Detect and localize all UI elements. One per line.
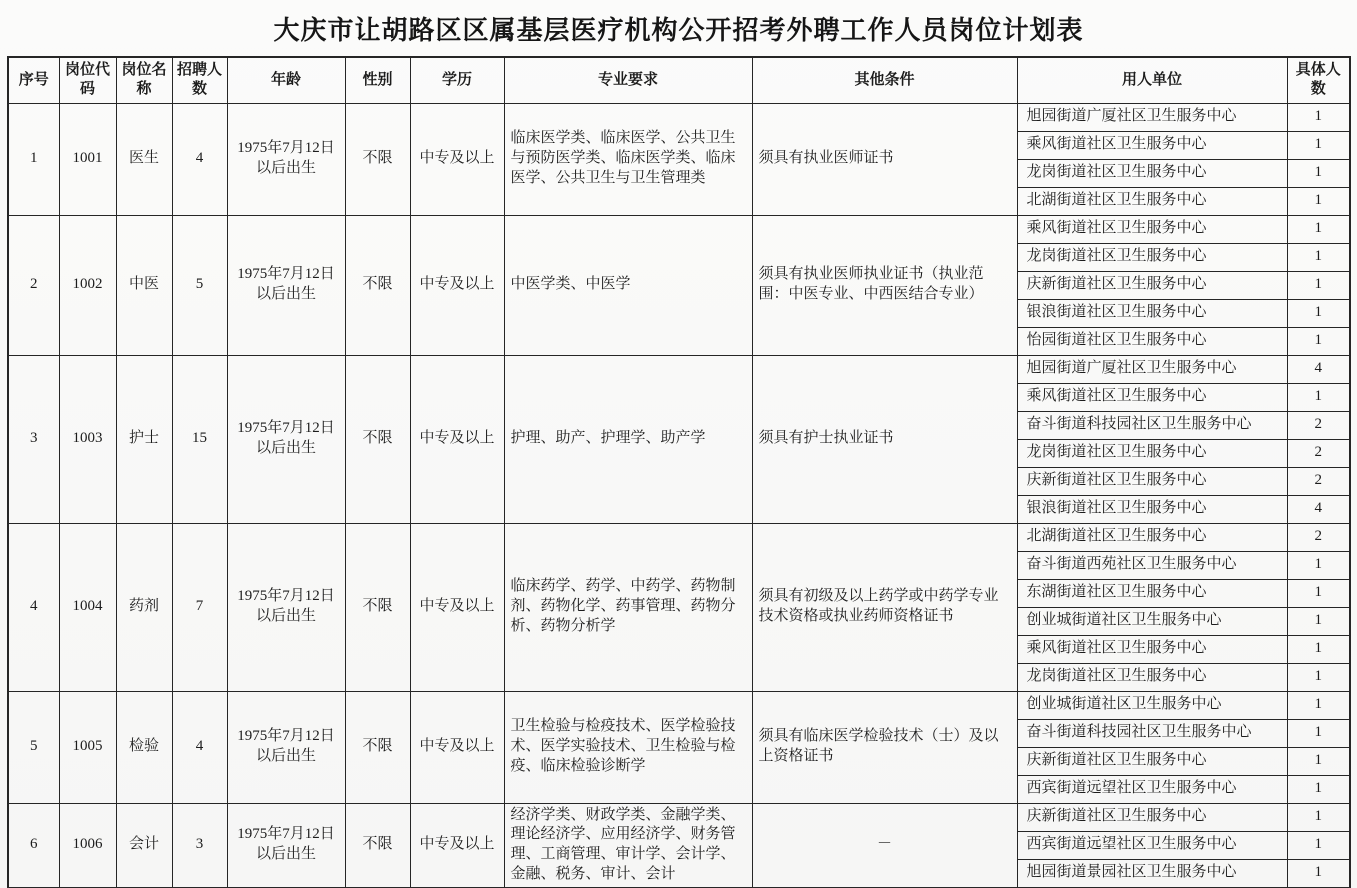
- employer-unit: 庆新街道社区卫生服务中心: [1017, 467, 1287, 495]
- employer-unit: 奋斗街道科技园社区卫生服务中心: [1017, 719, 1287, 747]
- employer-count: 1: [1287, 579, 1350, 607]
- employer-row: [8, 691, 1350, 719]
- position-name: 医生: [116, 103, 172, 215]
- position-count: 15: [172, 355, 227, 523]
- employer-count: 1: [1287, 215, 1350, 243]
- position-name: 中医: [116, 215, 172, 355]
- position-serial: 2: [8, 215, 59, 355]
- position-gender: 不限: [345, 103, 410, 215]
- table-header: [8, 57, 1350, 103]
- col-header-code: 岗位代码: [59, 57, 116, 103]
- employer-count: 1: [1287, 187, 1350, 215]
- employer-count: 4: [1287, 495, 1350, 523]
- employer-row: [8, 215, 1350, 243]
- recruitment-plan-table: [7, 56, 1351, 888]
- employer-row: [8, 103, 1350, 131]
- employer-unit: 庆新街道社区卫生服务中心: [1017, 803, 1287, 831]
- position-code: 1001: [59, 103, 116, 215]
- header-row: [8, 57, 1350, 103]
- employer-count: 1: [1287, 299, 1350, 327]
- position-code: 1002: [59, 215, 116, 355]
- position-education: 中专及以上: [410, 215, 504, 355]
- col-header-education: 学历: [410, 57, 504, 103]
- position-code: 1006: [59, 803, 116, 888]
- position-count: 3: [172, 803, 227, 888]
- position-count: 5: [172, 215, 227, 355]
- employer-count: 1: [1287, 271, 1350, 299]
- employer-count: 1: [1287, 831, 1350, 859]
- col-header-major: 专业要求: [504, 57, 752, 103]
- position-education: 中专及以上: [410, 691, 504, 803]
- position-major: 临床药学、药学、中药学、药物制剂、药物化学、药事管理、药物分析、药物分析学: [504, 523, 752, 691]
- employer-count: 4: [1287, 355, 1350, 383]
- employer-unit: 北湖街道社区卫生服务中心: [1017, 187, 1287, 215]
- employer-count: 1: [1287, 243, 1350, 271]
- col-header-employer: 用人单位: [1017, 57, 1287, 103]
- position-count: 4: [172, 691, 227, 803]
- employer-unit: 西宾街道远望社区卫生服务中心: [1017, 775, 1287, 803]
- position-gender: 不限: [345, 803, 410, 888]
- position-other: 须具有初级及以上药学或中药学专业技术资格或执业药师资格证书: [752, 523, 1017, 691]
- page-title: 大庆市让胡路区区属基层医疗机构公开招考外聘工作人员岗位计划表: [273, 15, 1084, 45]
- position-age: 1975年7月12日以后出生: [227, 803, 345, 888]
- employer-count: 1: [1287, 327, 1350, 355]
- employer-count: 1: [1287, 691, 1350, 719]
- employer-unit: 东湖街道社区卫生服务中心: [1017, 579, 1287, 607]
- employer-count: 1: [1287, 775, 1350, 803]
- employer-unit: 乘风街道社区卫生服务中心: [1017, 383, 1287, 411]
- employer-count: 1: [1287, 131, 1350, 159]
- position-other: 须具有执业医师执业证书（执业范围：中医专业、中西医结合专业）: [752, 215, 1017, 355]
- employer-unit: 乘风街道社区卫生服务中心: [1017, 215, 1287, 243]
- employer-count: 1: [1287, 607, 1350, 635]
- position-gender: 不限: [345, 355, 410, 523]
- position-gender: 不限: [345, 215, 410, 355]
- employer-count: 1: [1287, 551, 1350, 579]
- employer-count: 2: [1287, 439, 1350, 467]
- position-code: 1005: [59, 691, 116, 803]
- position-serial: 5: [8, 691, 59, 803]
- position-name: 会计: [116, 803, 172, 888]
- employer-unit: 创业城街道社区卫生服务中心: [1017, 691, 1287, 719]
- employer-unit: 奋斗街道科技园社区卫生服务中心: [1017, 411, 1287, 439]
- employer-count: 1: [1287, 719, 1350, 747]
- col-header-age: 年龄: [227, 57, 345, 103]
- position-major: 临床医学类、临床医学、公共卫生与预防医学类、临床医学类、临床医学、公共卫生与卫生管理类: [504, 103, 752, 215]
- title-band: [0, 0, 1357, 56]
- col-header-count: 招聘人数: [172, 57, 227, 103]
- position-serial: 6: [8, 803, 59, 888]
- col-header-name: 岗位名称: [116, 57, 172, 103]
- employer-count: 1: [1287, 383, 1350, 411]
- col-header-other: 其他条件: [752, 57, 1017, 103]
- employer-count: 1: [1287, 103, 1350, 131]
- position-age: 1975年7月12日以后出生: [227, 355, 345, 523]
- employer-count: 1: [1287, 803, 1350, 831]
- position-other: 须具有执业医师证书: [752, 103, 1017, 215]
- employer-count: 1: [1287, 159, 1350, 187]
- employer-count: 1: [1287, 663, 1350, 691]
- position-age: 1975年7月12日以后出生: [227, 215, 345, 355]
- employer-unit: 龙岗街道社区卫生服务中心: [1017, 663, 1287, 691]
- position-gender: 不限: [345, 691, 410, 803]
- table-body: [8, 103, 1350, 888]
- col-header-unit-count: 具体人数: [1287, 57, 1350, 103]
- position-age: 1975年7月12日以后出生: [227, 523, 345, 691]
- position-education: 中专及以上: [410, 523, 504, 691]
- employer-unit: 奋斗街道西苑社区卫生服务中心: [1017, 551, 1287, 579]
- employer-count: 2: [1287, 523, 1350, 551]
- employer-count: 2: [1287, 411, 1350, 439]
- position-serial: 4: [8, 523, 59, 691]
- employer-count: 2: [1287, 467, 1350, 495]
- employer-unit: 西宾街道远望社区卫生服务中心: [1017, 831, 1287, 859]
- position-serial: 3: [8, 355, 59, 523]
- employer-unit: 怡园街道社区卫生服务中心: [1017, 327, 1287, 355]
- position-count: 7: [172, 523, 227, 691]
- employer-unit: 创业城街道社区卫生服务中心: [1017, 607, 1287, 635]
- position-education: 中专及以上: [410, 803, 504, 888]
- position-education: 中专及以上: [410, 355, 504, 523]
- position-other: 须具有护士执业证书: [752, 355, 1017, 523]
- employer-unit: 龙岗街道社区卫生服务中心: [1017, 243, 1287, 271]
- employer-unit: 龙岗街道社区卫生服务中心: [1017, 439, 1287, 467]
- employer-count: 1: [1287, 747, 1350, 775]
- position-age: 1975年7月12日以后出生: [227, 103, 345, 215]
- employer-unit: 龙岗街道社区卫生服务中心: [1017, 159, 1287, 187]
- position-serial: 1: [8, 103, 59, 215]
- position-major: 卫生检验与检疫技术、医学检验技术、医学实验技术、卫生检验与检疫、临床检验诊断学: [504, 691, 752, 803]
- position-age: 1975年7月12日以后出生: [227, 691, 345, 803]
- position-gender: 不限: [345, 523, 410, 691]
- position-count: 4: [172, 103, 227, 215]
- employer-row: [8, 803, 1350, 831]
- employer-count: 1: [1287, 859, 1350, 887]
- position-name: 护士: [116, 355, 172, 523]
- position-education: 中专及以上: [410, 103, 504, 215]
- employer-count: 1: [1287, 635, 1350, 663]
- employer-unit: 庆新街道社区卫生服务中心: [1017, 747, 1287, 775]
- position-other: 须具有临床医学检验技术（士）及以上资格证书: [752, 691, 1017, 803]
- employer-unit: 乘风街道社区卫生服务中心: [1017, 635, 1287, 663]
- employer-unit: 旭园街道广厦社区卫生服务中心: [1017, 103, 1287, 131]
- position-major: 中医学类、中医学: [504, 215, 752, 355]
- employer-unit: 旭园街道景园社区卫生服务中心: [1017, 859, 1287, 887]
- employer-unit: 乘风街道社区卫生服务中心: [1017, 131, 1287, 159]
- position-major: 护理、助产、护理学、助产学: [504, 355, 752, 523]
- position-other: －: [752, 803, 1017, 888]
- employer-unit: 庆新街道社区卫生服务中心: [1017, 271, 1287, 299]
- position-name: 检验: [116, 691, 172, 803]
- employer-unit: 银浪街道社区卫生服务中心: [1017, 495, 1287, 523]
- employer-unit: 旭园街道广厦社区卫生服务中心: [1017, 355, 1287, 383]
- employer-unit: 北湖街道社区卫生服务中心: [1017, 523, 1287, 551]
- position-code: 1004: [59, 523, 116, 691]
- position-name: 药剂: [116, 523, 172, 691]
- position-code: 1003: [59, 355, 116, 523]
- employer-row: [8, 355, 1350, 383]
- position-major: 经济学类、财政学类、金融学类、理论经济学、应用经济学、财务管理、工商管理、审计学、会计学、金融、税务、审计、会计: [504, 803, 752, 888]
- employer-row: [8, 523, 1350, 551]
- employer-unit: 银浪街道社区卫生服务中心: [1017, 299, 1287, 327]
- col-header-serial: 序号: [8, 57, 59, 103]
- col-header-gender: 性别: [345, 57, 410, 103]
